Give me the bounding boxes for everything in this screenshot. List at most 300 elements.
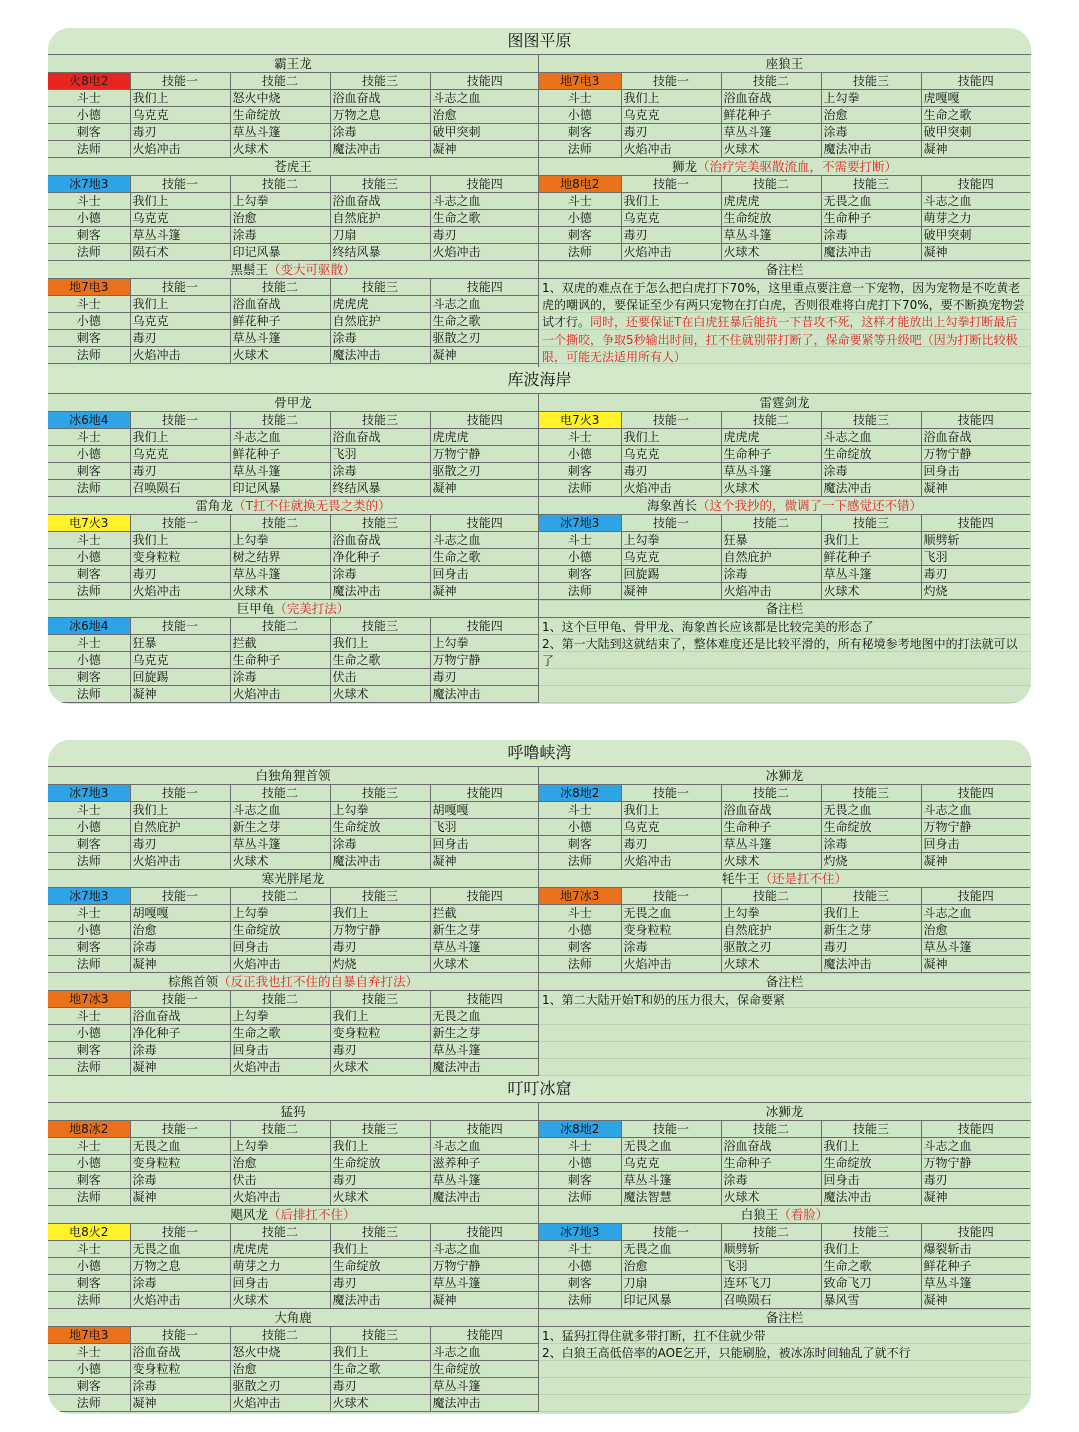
skill-cell: 火球术 [330, 686, 430, 703]
role-cell: 斗士 [48, 635, 130, 652]
role-cell: 刺客 [48, 463, 130, 480]
role-cell: 刺客 [539, 1275, 621, 1292]
skill-cell: 回身击 [921, 463, 1030, 480]
role-cell: 刺客 [539, 939, 621, 956]
boss-block [539, 1206, 1030, 1309]
skill-cell: 火焰冲击 [621, 480, 721, 497]
skill-cell: 火焰冲击 [621, 956, 721, 973]
note-line [542, 619, 1027, 636]
skill-cell: 万物之息 [130, 1258, 230, 1275]
skill-cell: 伏击 [230, 1172, 330, 1189]
role-cell: 斗士 [48, 1138, 130, 1155]
skill-cell: 草丛斗篷 [821, 566, 921, 583]
element-badge: 冰8地2 [539, 785, 621, 802]
skill-cell: 我们上 [330, 1008, 430, 1025]
skill-cell: 火球术 [230, 347, 330, 364]
skill-cell: 生命绽放 [330, 819, 430, 836]
skill-cell: 生命绽放 [330, 1155, 430, 1172]
role-cell: 刺客 [48, 330, 130, 347]
table-row [539, 1275, 1030, 1292]
role-cell: 小德 [48, 313, 130, 330]
skill-cell: 火焰冲击 [130, 1292, 230, 1309]
skill-cell: 浴血奋战 [330, 90, 430, 107]
skill-cell: 乌克克 [130, 652, 230, 669]
boss-row [48, 1103, 1031, 1206]
col-header: 技能三 [821, 1224, 921, 1241]
col-header: 技能三 [821, 515, 921, 532]
table-row [539, 583, 1030, 600]
skill-cell: 我们上 [130, 90, 230, 107]
role-cell: 法师 [48, 1189, 130, 1206]
table-row [48, 905, 539, 922]
boss-name: 巨甲龟 [236, 601, 275, 617]
skill-cell: 火焰冲击 [721, 583, 821, 600]
skill-cell: 涂毒 [821, 463, 921, 480]
col-header: 技能二 [721, 73, 821, 90]
boss-title [539, 1206, 1030, 1224]
map-card-1 [48, 28, 1031, 704]
skill-cell: 自然庇护 [130, 819, 230, 836]
role-cell: 刺客 [539, 227, 621, 244]
skill-cell: 斗志之血 [230, 429, 330, 446]
skill-cell: 万物之息 [330, 107, 430, 124]
skill-cell: 毒刃 [330, 1172, 430, 1189]
skill-cell: 胡嘎嘎 [430, 802, 539, 819]
role-cell: 小德 [48, 210, 130, 227]
boss-name: 白独角狸首领 [255, 768, 331, 783]
skill-cell: 浴血奋战 [130, 1344, 230, 1361]
skill-cell: 火球术 [721, 1189, 821, 1206]
skill-cell: 生命之歌 [230, 1025, 330, 1042]
skill-cell: 新生之芽 [821, 922, 921, 939]
skill-cell: 涂毒 [330, 124, 430, 141]
skill-cell: 火焰冲击 [230, 956, 330, 973]
skill-cell: 驱散之刃 [230, 1378, 330, 1395]
skill-cell: 回身击 [430, 566, 539, 583]
boss-block [539, 497, 1030, 600]
skill-cell: 涂毒 [821, 124, 921, 141]
skill-cell: 凝神 [130, 956, 230, 973]
boss-row-last [48, 600, 1031, 703]
skill-cell: 自然庇护 [721, 549, 821, 566]
skill-cell: 毒刃 [330, 1378, 430, 1395]
skill-cell: 斗志之血 [430, 1241, 539, 1258]
skill-cell: 无畏之血 [821, 802, 921, 819]
skill-cell: 火球术 [721, 956, 821, 973]
skill-cell: 印记风暴 [230, 480, 330, 497]
boss-name: 海象酋长 [646, 498, 697, 514]
skill-cell: 斗志之血 [430, 296, 539, 313]
role-cell: 刺客 [539, 124, 621, 141]
col-header: 技能一 [130, 785, 230, 802]
boss-title [48, 497, 538, 515]
skill-cell: 魔法冲击 [330, 853, 430, 870]
skill-cell: 魔法冲击 [821, 141, 921, 158]
role-cell: 法师 [48, 686, 130, 703]
skill-cell: 涂毒 [130, 1275, 230, 1292]
skill-cell: 滋养种子 [430, 1155, 539, 1172]
col-header: 技能一 [130, 618, 230, 635]
role-cell: 小德 [48, 446, 130, 463]
skill-cell: 涂毒 [130, 1042, 230, 1059]
role-cell: 刺客 [48, 566, 130, 583]
skill-cell: 暴风雪 [821, 1292, 921, 1309]
element-badge: 电7火3 [48, 515, 130, 532]
table-header-row [48, 785, 539, 802]
skill-cell: 浴血奋战 [721, 90, 821, 107]
skill-cell: 万物宁静 [430, 652, 539, 669]
skill-cell: 万物宁静 [430, 1258, 539, 1275]
skill-cell: 回旋踢 [621, 566, 721, 583]
notes-body [539, 279, 1030, 367]
table-header-row [539, 888, 1030, 905]
table-row [48, 1395, 539, 1412]
table-header-row [48, 1224, 539, 1241]
col-header: 技能一 [130, 1121, 230, 1138]
boss-block [48, 1309, 539, 1412]
table-row [48, 1025, 539, 1042]
table-row [48, 549, 539, 566]
role-cell: 小德 [48, 1361, 130, 1378]
skill-table [539, 1121, 1030, 1206]
skill-cell: 火焰冲击 [621, 141, 721, 158]
boss-name: 黑鬃王 [230, 262, 268, 277]
role-cell: 刺客 [48, 669, 130, 686]
skill-cell: 万物宁静 [921, 446, 1030, 463]
skill-cell: 鲜花种子 [230, 446, 330, 463]
skill-cell: 上勾拳 [230, 1138, 330, 1155]
skill-cell: 无畏之血 [621, 1241, 721, 1258]
col-header: 技能三 [330, 279, 430, 296]
boss-name: 苍虎王 [274, 159, 312, 174]
boss-name: 冰狮龙 [765, 768, 804, 783]
boss-name: 座狼王 [765, 56, 804, 71]
skill-cell: 自然庇护 [330, 210, 430, 227]
skill-cell: 顺劈斩 [721, 1241, 821, 1258]
table-header-row [48, 1327, 539, 1344]
table-row [48, 1008, 539, 1025]
table-row [539, 429, 1030, 446]
skill-cell: 无畏之血 [130, 1138, 230, 1155]
skill-cell: 涂毒 [330, 330, 430, 347]
role-cell: 斗士 [48, 532, 130, 549]
notes-body [539, 1327, 1030, 1363]
col-header: 技能四 [921, 1224, 1030, 1241]
skill-cell: 破甲突刺 [430, 124, 539, 141]
boss-title [48, 1103, 538, 1121]
table-row [48, 1275, 539, 1292]
table-row [539, 836, 1030, 853]
col-header: 技能一 [130, 1224, 230, 1241]
col-header: 技能二 [230, 412, 330, 429]
col-header: 技能一 [621, 412, 721, 429]
skill-cell: 终结风暴 [330, 244, 430, 261]
skill-cell: 变身粒粒 [130, 1155, 230, 1172]
role-cell: 斗士 [48, 193, 130, 210]
notes-block [539, 1309, 1030, 1412]
boss-block [539, 394, 1030, 497]
skill-cell: 上勾拳 [430, 635, 539, 652]
col-header: 技能一 [130, 888, 230, 905]
skill-cell: 涂毒 [130, 939, 230, 956]
skill-cell: 虎虎虎 [330, 296, 430, 313]
note-text: 1、双虎的难点在于怎么把白虎打下70%，这里重点要注意一下宠物，因为宠物是不吃黄老虎的嘲讽的，要保证至少有两只宠物在打白虎，否则很难将白虎打下70%，要不断换宠物尝试才行。 [542, 281, 1025, 330]
table-row [48, 939, 539, 956]
table-row [539, 90, 1030, 107]
skill-cell: 生命之歌 [330, 1361, 430, 1378]
skill-cell: 虎虎虎 [230, 1241, 330, 1258]
col-header: 技能二 [721, 1121, 821, 1138]
table-header-row [48, 176, 539, 193]
skill-cell: 新生之芽 [430, 1025, 539, 1042]
note-line [542, 992, 1027, 1009]
table-row [48, 635, 539, 652]
skill-cell: 凝神 [621, 583, 721, 600]
boss-title [48, 394, 538, 412]
boss-note: （变大可驱散） [268, 262, 356, 277]
skill-cell: 草丛斗篷 [921, 1275, 1030, 1292]
table-row [48, 244, 539, 261]
skill-cell: 无畏之血 [621, 1138, 721, 1155]
skill-cell: 变身粒粒 [330, 1025, 430, 1042]
skill-cell: 火球术 [430, 956, 539, 973]
skill-cell: 变身粒粒 [621, 922, 721, 939]
table-row [48, 1189, 539, 1206]
role-cell: 小德 [539, 210, 621, 227]
col-header: 技能四 [430, 618, 539, 635]
role-cell: 斗士 [539, 802, 621, 819]
boss-name: 寒光胖尾龙 [261, 871, 325, 886]
skill-cell: 魔法冲击 [821, 956, 921, 973]
skill-cell: 魔法冲击 [430, 1395, 539, 1412]
col-header: 技能四 [921, 1121, 1030, 1138]
skill-cell: 火球术 [330, 1395, 430, 1412]
skill-cell: 乌克克 [130, 313, 230, 330]
table-row [48, 296, 539, 313]
col-header: 技能四 [430, 412, 539, 429]
table-row [48, 429, 539, 446]
table-row [48, 1292, 539, 1309]
skill-cell: 生命种子 [721, 1155, 821, 1172]
col-header: 技能四 [430, 785, 539, 802]
skill-cell: 火球术 [721, 141, 821, 158]
skill-cell: 乌克克 [130, 107, 230, 124]
skill-cell: 毒刃 [821, 939, 921, 956]
role-cell: 小德 [539, 107, 621, 124]
skill-cell: 魔法冲击 [330, 347, 430, 364]
skill-cell: 草丛斗篷 [430, 939, 539, 956]
skill-cell: 火焰冲击 [430, 244, 539, 261]
col-header: 技能三 [330, 176, 430, 193]
table-row [539, 1138, 1030, 1155]
col-header: 技能二 [230, 888, 330, 905]
boss-block [48, 870, 539, 973]
skill-cell: 火焰冲击 [621, 244, 721, 261]
skill-cell: 火球术 [721, 853, 821, 870]
role-cell: 法师 [539, 480, 621, 497]
col-header: 技能三 [821, 412, 921, 429]
skill-table [48, 785, 539, 870]
col-header: 技能四 [921, 888, 1030, 905]
skill-cell: 我们上 [330, 1241, 430, 1258]
skill-cell: 涂毒 [721, 566, 821, 583]
table-row [48, 330, 539, 347]
skill-cell: 万物宁静 [430, 446, 539, 463]
element-badge: 电7火3 [539, 412, 621, 429]
skill-cell: 凝神 [921, 1189, 1030, 1206]
table-row [539, 141, 1030, 158]
notes-title: 备注栏 [539, 261, 1030, 279]
element-badge: 地7电3 [48, 1327, 130, 1344]
table-row [48, 922, 539, 939]
skill-cell: 飞羽 [921, 549, 1030, 566]
skill-cell: 涂毒 [821, 227, 921, 244]
col-header: 技能二 [230, 1121, 330, 1138]
skill-cell: 生命绽放 [821, 819, 921, 836]
col-header: 技能三 [330, 618, 430, 635]
skill-cell: 刀扇 [330, 227, 430, 244]
skill-cell: 新生之芽 [230, 819, 330, 836]
boss-block [539, 767, 1030, 870]
boss-note: （这个我抄的，微调了一下感觉还不错） [697, 498, 923, 514]
skill-cell: 火球术 [821, 583, 921, 600]
skill-cell: 驱散之刃 [430, 330, 539, 347]
skill-table [48, 515, 539, 600]
skill-cell: 治愈 [230, 210, 330, 227]
table-row [539, 227, 1030, 244]
skill-cell: 胡嘎嘎 [130, 905, 230, 922]
skill-cell: 回身击 [821, 1172, 921, 1189]
notes-block [539, 600, 1030, 703]
table-header-row [539, 412, 1030, 429]
skill-cell: 上勾拳 [230, 193, 330, 210]
table-row [48, 819, 539, 836]
table-row [539, 1189, 1030, 1206]
skill-cell: 回身击 [230, 1275, 330, 1292]
table-row [48, 1172, 539, 1189]
table-row [539, 549, 1030, 566]
table-row [48, 480, 539, 497]
boss-title [48, 1206, 538, 1224]
skill-cell: 凝神 [130, 1395, 230, 1412]
skill-cell: 拦截 [430, 905, 539, 922]
skill-cell: 火焰冲击 [621, 853, 721, 870]
table-row [48, 1258, 539, 1275]
col-header: 技能二 [230, 618, 330, 635]
skill-cell: 我们上 [821, 532, 921, 549]
role-cell: 斗士 [539, 905, 621, 922]
skill-cell: 魔法冲击 [330, 1292, 430, 1309]
role-cell: 斗士 [48, 1008, 130, 1025]
table-row [48, 1378, 539, 1395]
table-row [48, 1361, 539, 1378]
skill-cell: 火焰冲击 [130, 583, 230, 600]
role-cell: 斗士 [48, 296, 130, 313]
table-row [539, 210, 1030, 227]
role-cell: 刺客 [539, 1172, 621, 1189]
skill-cell: 无畏之血 [130, 1241, 230, 1258]
skill-cell: 我们上 [821, 1138, 921, 1155]
role-cell: 小德 [48, 1025, 130, 1042]
col-header: 技能一 [621, 785, 721, 802]
table-row [48, 686, 539, 703]
table-row [539, 1155, 1030, 1172]
boss-row [48, 870, 1031, 973]
skill-cell: 鲜花种子 [821, 549, 921, 566]
skill-cell: 火焰冲击 [230, 686, 330, 703]
skill-cell: 飞羽 [430, 819, 539, 836]
role-cell: 法师 [48, 244, 130, 261]
note-line [542, 1328, 1027, 1345]
table-row [48, 532, 539, 549]
skill-cell: 乌克克 [621, 107, 721, 124]
skill-cell: 治愈 [230, 1361, 330, 1378]
col-header: 技能二 [721, 1224, 821, 1241]
boss-block [48, 497, 539, 600]
boss-block [48, 973, 539, 1076]
skill-cell: 魔法冲击 [430, 686, 539, 703]
skill-cell: 火球术 [330, 1059, 430, 1076]
skill-cell: 生命绽放 [821, 446, 921, 463]
col-header: 技能三 [821, 73, 921, 90]
skill-cell: 魔法冲击 [821, 244, 921, 261]
skill-cell: 生命种子 [721, 446, 821, 463]
table-header-row [539, 515, 1030, 532]
boss-note: （还是扛不住） [759, 871, 848, 886]
skill-cell: 斗志之血 [430, 1138, 539, 1155]
skill-cell: 草丛斗篷 [230, 566, 330, 583]
skill-cell: 毒刃 [621, 463, 721, 480]
col-header: 技能二 [230, 1327, 330, 1344]
skill-cell: 生命之歌 [430, 549, 539, 566]
skill-cell: 我们上 [130, 193, 230, 210]
skill-table [48, 176, 539, 261]
boss-title [48, 600, 538, 618]
role-cell: 斗士 [48, 802, 130, 819]
role-cell: 小德 [539, 446, 621, 463]
col-header: 技能四 [430, 176, 539, 193]
element-badge: 地7冰3 [539, 888, 621, 905]
table-header-row [48, 618, 539, 635]
skill-cell: 召唤陨石 [130, 480, 230, 497]
skill-cell: 虎虎虎 [721, 429, 821, 446]
table-row [48, 566, 539, 583]
role-cell: 斗士 [48, 1241, 130, 1258]
skill-cell: 生命绽放 [230, 922, 330, 939]
skill-cell: 涂毒 [130, 1172, 230, 1189]
skill-cell: 怒火中烧 [230, 90, 330, 107]
skill-cell: 我们上 [130, 532, 230, 549]
skill-cell: 魔法冲击 [330, 583, 430, 600]
col-header: 技能二 [230, 991, 330, 1008]
col-header: 技能二 [721, 785, 821, 802]
skill-cell: 回旋踢 [130, 669, 230, 686]
boss-block [539, 870, 1030, 973]
element-badge: 火8电2 [48, 73, 130, 90]
col-header: 技能四 [430, 991, 539, 1008]
table-row [48, 463, 539, 480]
skill-cell: 魔法冲击 [821, 1189, 921, 1206]
col-header: 技能一 [621, 1121, 721, 1138]
skill-cell: 上勾拳 [230, 532, 330, 549]
col-header: 技能一 [621, 73, 721, 90]
skill-cell: 毒刃 [330, 939, 430, 956]
skill-cell: 凝神 [921, 956, 1030, 973]
skill-cell: 斗志之血 [921, 802, 1030, 819]
skill-cell: 上勾拳 [621, 532, 721, 549]
role-cell: 小德 [539, 819, 621, 836]
skill-cell: 毒刃 [921, 1172, 1030, 1189]
